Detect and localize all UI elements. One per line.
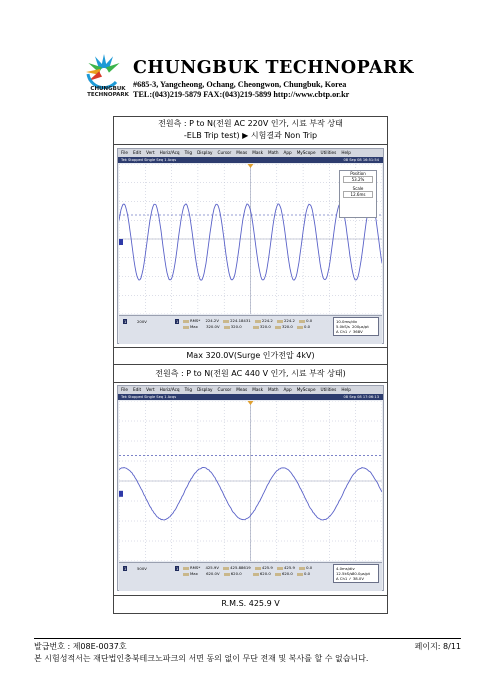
menu-myscope[interactable]: MyScope	[296, 387, 316, 392]
divider	[114, 144, 387, 145]
copyright-notice: 본 시험성적서는 재단법인충북테크노파크의 서면 동의 없이 무단 전재 및 복사를 할 수 없습니다.	[34, 654, 369, 663]
menu-file[interactable]: File	[121, 150, 129, 155]
menu-utilities[interactable]: Utilities	[320, 387, 337, 392]
timestamp: 08 Sep 08 17:06:13	[343, 395, 379, 399]
menu-mask[interactable]: Mask	[252, 150, 264, 155]
channel-scale: 200V	[137, 319, 147, 324]
scope-status-bar	[118, 394, 383, 400]
menu-math[interactable]: Math	[268, 150, 279, 155]
menu-utilities[interactable]: Utilities	[320, 150, 337, 155]
report-number: 발급번호 : 제08E-0037호	[34, 642, 127, 651]
menu-app[interactable]: App	[283, 387, 292, 392]
timebase-box[interactable]: 4.0ms/div 12.5kS/s 80.0μs/pt A Ch1 ✓ 38.0V	[333, 564, 379, 583]
meas-row-rms: RMS* 224.2V 224.18431 224.2 224.2 0.0	[183, 318, 312, 323]
divider	[114, 364, 387, 365]
divider	[114, 347, 387, 348]
trigger-position-marker	[248, 164, 254, 168]
trigger-position-marker	[248, 401, 254, 405]
channel-scale: 500V	[137, 566, 147, 571]
meas-row-max: Max 620.0V 620.0 620.0 620.0 0.0	[183, 571, 310, 576]
channel-ground-marker	[119, 239, 123, 245]
measurement-readout-2	[119, 562, 382, 591]
measurement-readout-1	[119, 315, 382, 344]
menu-edit[interactable]: Edit	[133, 150, 142, 155]
menu-vert[interactable]: Vert	[146, 387, 155, 392]
menu-meas[interactable]: Meas	[236, 387, 248, 392]
menu-display[interactable]: Display	[197, 387, 213, 392]
meas-channel-tag: 1	[176, 319, 179, 324]
org-name: CHUNGBUK TECHNOPARK	[133, 58, 414, 78]
channel-ground-marker	[119, 491, 123, 497]
divider	[114, 382, 387, 383]
timebase-box[interactable]: 10.0ms/div 5.0kS/s 200μs/pt A Ch1 ✓ 368V	[333, 317, 379, 336]
test2-result: R.M.S. 425.9 V	[221, 599, 280, 608]
menu-meas[interactable]: Meas	[236, 150, 248, 155]
acq-status: Tek Stopped Single Seq 1 Acqs	[121, 395, 177, 399]
meas-channel-tag: 1	[176, 566, 179, 571]
menu-app[interactable]: App	[283, 150, 292, 155]
logo-text: CHUNGBUK TECHNOPARK	[87, 86, 129, 98]
menu-help[interactable]: Help	[341, 387, 351, 392]
channel-tag[interactable]: 1	[124, 319, 127, 324]
waveform-display-2	[119, 401, 382, 561]
menu-help[interactable]: Help	[341, 150, 351, 155]
test1-caption-line2: -ELB Trip test) ▶ 시험결과 Non Trip	[183, 131, 318, 140]
position-label: Position	[350, 171, 366, 176]
acq-status: Tek Stopped Single Seq 1 Acqs	[121, 158, 177, 162]
org-address	[133, 80, 349, 99]
menu-edit[interactable]: Edit	[133, 387, 142, 392]
meas-row-rms: RMS* 425.9V 425.88619 425.9 425.9 0.0	[183, 565, 312, 570]
channel-tag[interactable]: 1	[124, 566, 127, 571]
test-report-box	[113, 116, 388, 614]
waveform-display-1	[119, 164, 382, 314]
menu-mask[interactable]: Mask	[252, 387, 264, 392]
page-number: 페이지: 8/11	[414, 642, 461, 651]
menu-trig[interactable]: Trig	[184, 150, 193, 155]
scale-label: Scale	[352, 186, 364, 191]
meas-row-max: Max 320.0V 320.0 320.0 320.0 0.0	[183, 324, 310, 329]
scope-status-bar	[118, 157, 383, 163]
oscilloscope-screen-1	[117, 148, 384, 344]
menu-math[interactable]: Math	[268, 387, 279, 392]
menu-horiz[interactable]: Horiz/Acq	[159, 387, 180, 392]
menu-display[interactable]: Display	[197, 150, 213, 155]
address-line: #685-3, Yangcheong, Ochang, Cheongwon, Chungbuk, Korea	[133, 80, 347, 89]
timestamp: 08 Sep 08 16:51:54	[343, 158, 379, 162]
menu-horiz[interactable]: Horiz/Acq	[159, 150, 180, 155]
menu-cursor[interactable]: Cursor	[217, 150, 232, 155]
contact-line: TEL:(043)219-5879 FAX:(043)219-5899 http://www.cbtp.or.kr	[133, 89, 350, 99]
divider	[114, 595, 387, 596]
test1-caption-line1: 전원측 : P to N(전원 AC 220V 인가, 시료 부작 상태	[158, 119, 343, 128]
footer-divider	[34, 638, 461, 639]
position-scale-panel	[339, 170, 377, 218]
menu-cursor[interactable]: Cursor	[217, 387, 232, 392]
scale-value[interactable]: 12.6ms	[343, 191, 373, 198]
test2-caption: 전원측 : P to N(전원 AC 440 V 인가, 시료 부작 상태)	[155, 369, 346, 378]
test1-result: Max 320.0V(Surge 인가전압 4kV)	[186, 351, 315, 360]
menu-vert[interactable]: Vert	[146, 150, 155, 155]
menu-trig[interactable]: Trig	[184, 387, 193, 392]
menu-file[interactable]: File	[121, 387, 129, 392]
menu-myscope[interactable]: MyScope	[296, 150, 316, 155]
meas-swatch	[183, 320, 189, 323]
position-value[interactable]: 53.2%	[343, 176, 373, 183]
waveform-svg-2	[119, 401, 382, 561]
oscilloscope-screen-2	[117, 385, 384, 591]
